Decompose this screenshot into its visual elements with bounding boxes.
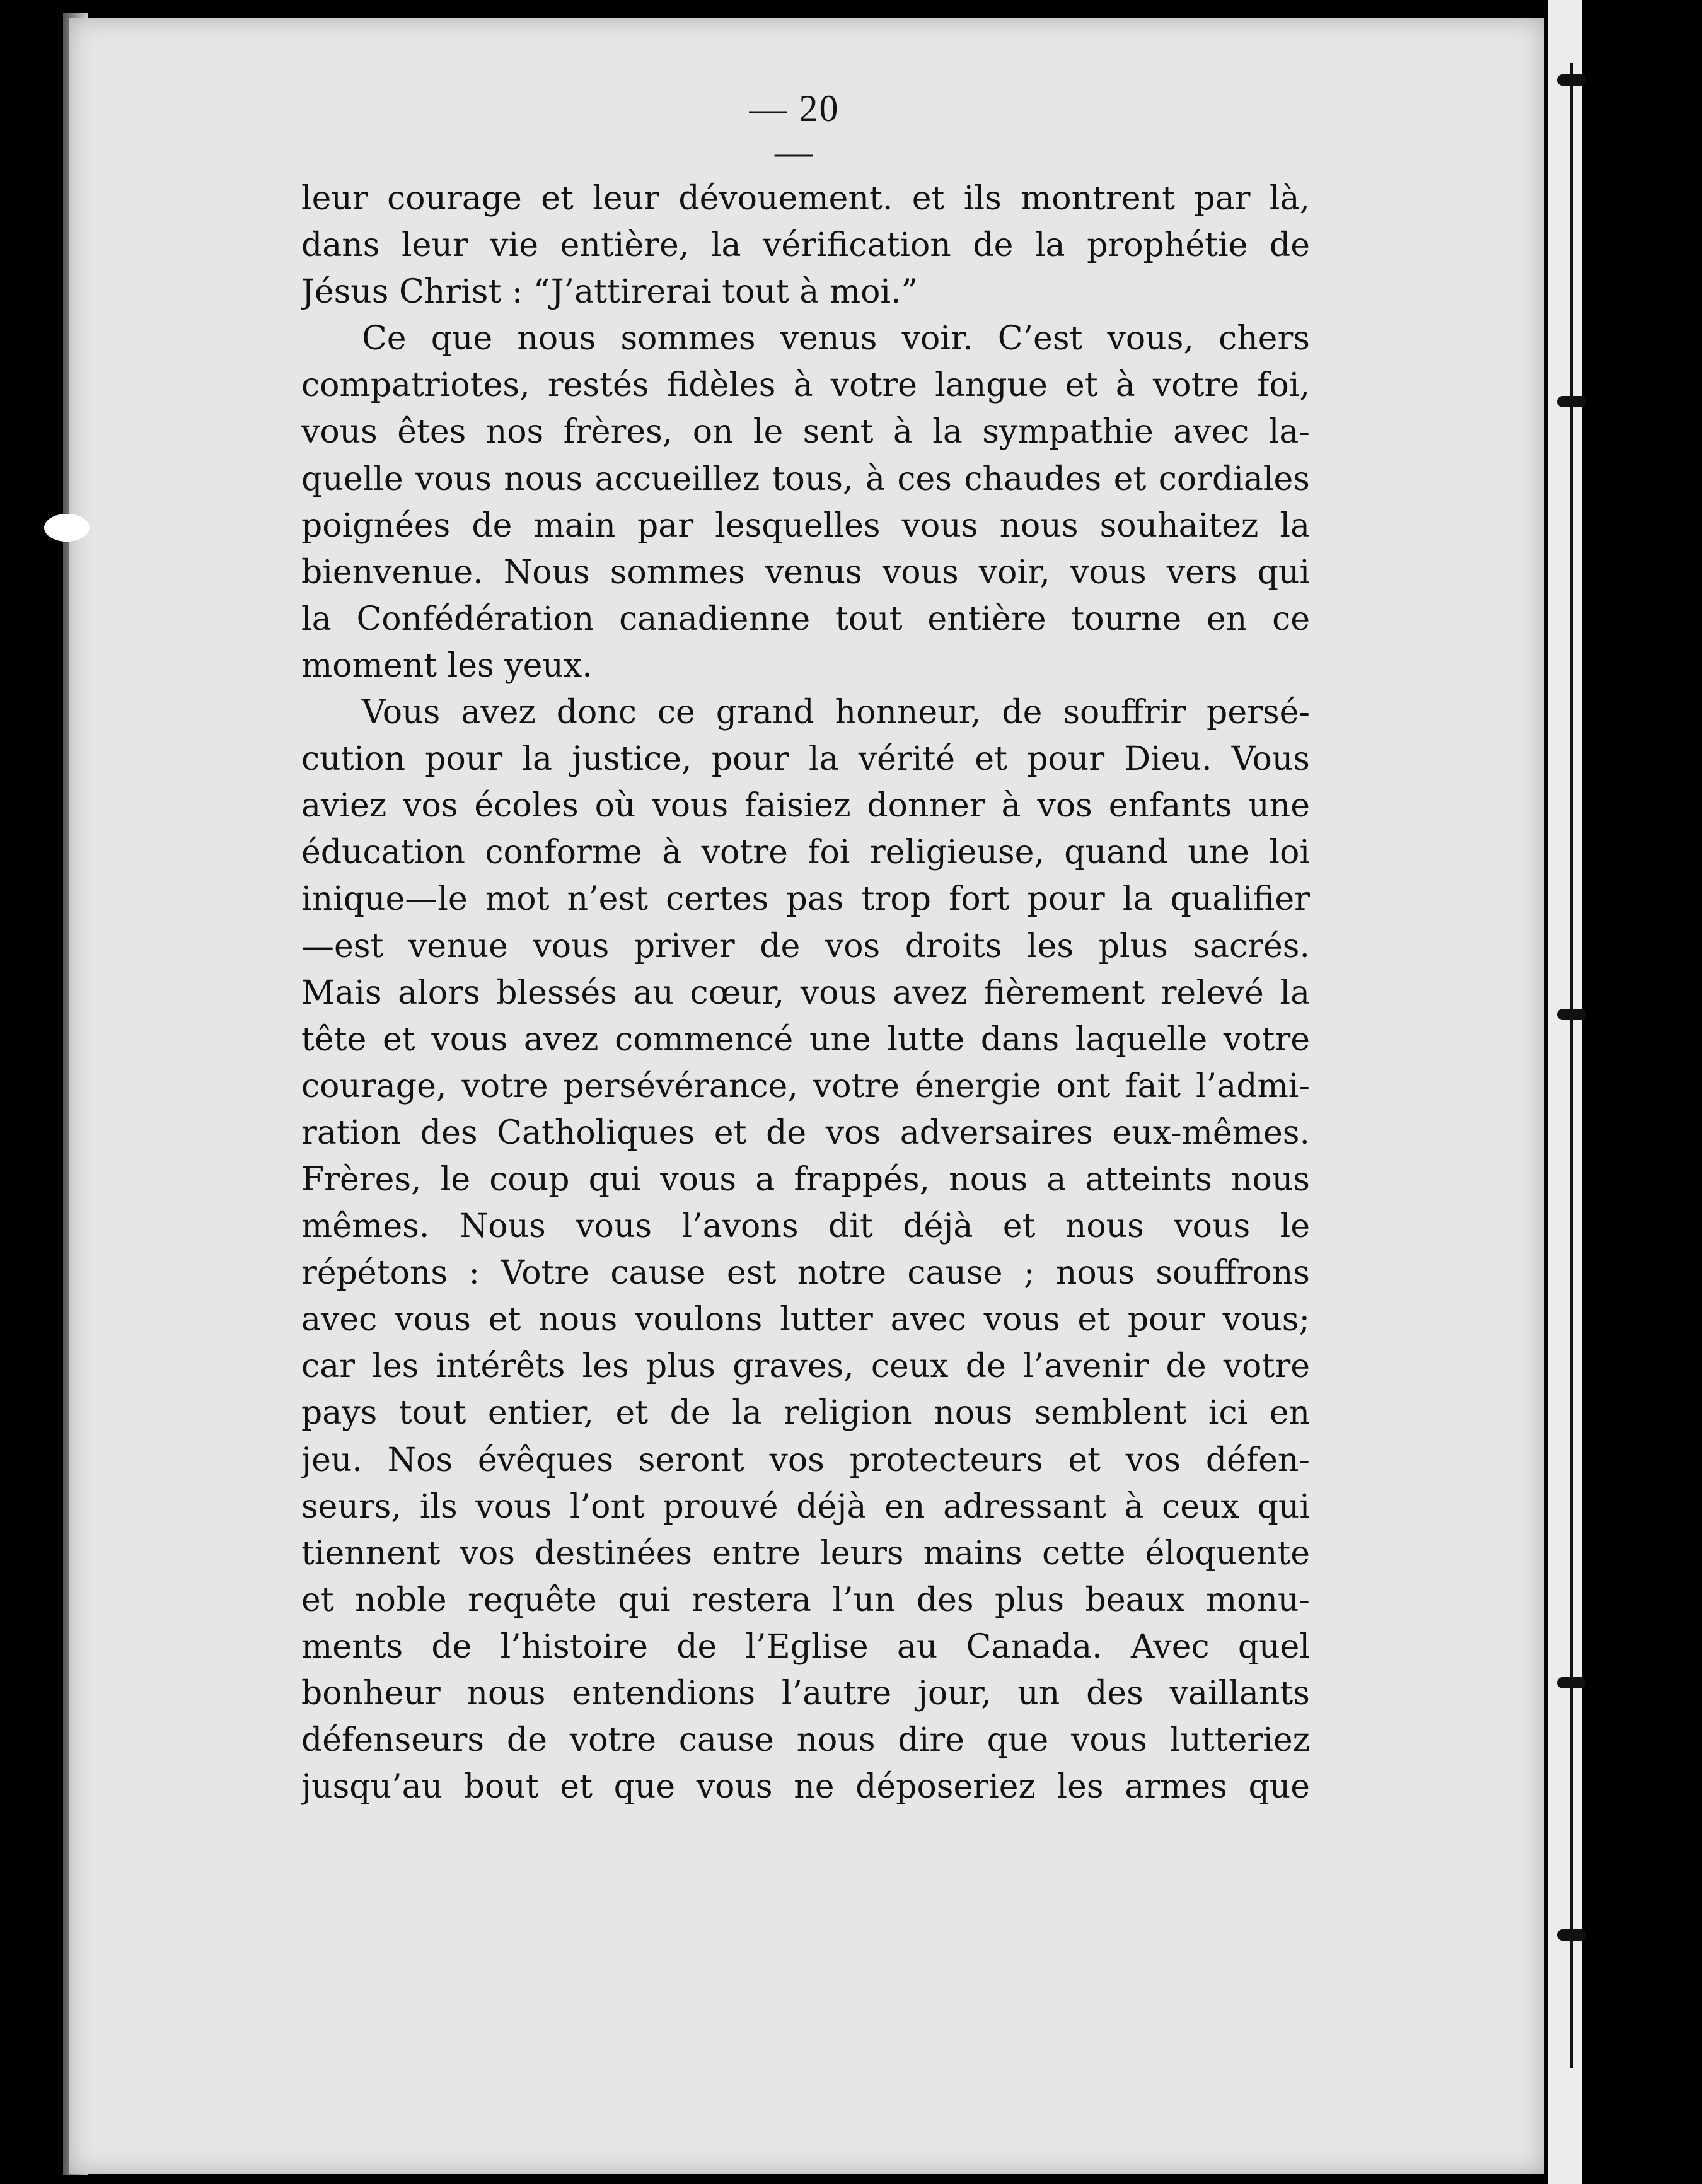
- text-line: vous êtes nos frères, on le sent à la sympathie avec la-: [301, 413, 1310, 451]
- text-line: éducation conforme à votre foi religieuse, quand une loi: [301, 834, 1310, 872]
- text-line: mêmes. Nous vous l’avons dit déjà et nous vous le: [301, 1207, 1310, 1246]
- binding-thread: [1570, 63, 1573, 2068]
- thread-knot: [1557, 1009, 1586, 1020]
- text-line: compatriotes, restés fidèles à votre langue et à votre foi,: [301, 366, 1310, 405]
- text-line: bienvenue. Nous sommes venus vous voir, vous vers qui: [301, 553, 1310, 591]
- text-line: tiennent vos destinées entre leurs mains cette éloquente: [301, 1534, 1310, 1572]
- top-edge-shadow: [164, 0, 1362, 14]
- text-line: leur courage et leur dévouement. et ils montrent par là,: [301, 180, 1310, 218]
- text-line: Ce que nous sommes venus voir. C’est vous, chers: [362, 320, 1310, 358]
- text-line: cution pour la justice, pour la vérité et pour Dieu. Vous: [301, 740, 1310, 779]
- scan-speck: [44, 514, 90, 542]
- text-line: —est venue vous priver de vos droits les plus sacrés.: [301, 927, 1310, 965]
- thread-knot: [1557, 396, 1586, 407]
- text-line: la Confédération canadienne tout entière tourne en ce: [301, 600, 1310, 638]
- text-line: inique—le mot n’est certes pas trop fort pour la qualifier: [301, 880, 1310, 919]
- thread-knot: [1557, 1677, 1586, 1688]
- text-line: seurs, ils vous l’ont prouvé déjà en adressant à ceux qui: [301, 1487, 1310, 1526]
- text-line: ments de l’histoire de l’Eglise au Canada. Avec quel: [301, 1627, 1310, 1666]
- text-line: Vous avez donc ce grand honneur, de souffrir persé-: [362, 694, 1310, 732]
- text-line: bonheur nous entendions l’autre jour, un des vaillants: [301, 1675, 1310, 1712]
- text-line: dans leur vie entière, la vérification de la prophétie de: [301, 226, 1310, 265]
- text-line: Mais alors blessés au cœur, vous avez fièrement relevé la: [301, 973, 1310, 1012]
- text-line: car les intérêts les plus graves, ceux de l’avenir de votre: [301, 1347, 1310, 1386]
- text-line: jusqu’au bout et que vous ne déposeriez les armes que: [301, 1768, 1310, 1806]
- binding-panel: [1548, 0, 1582, 2184]
- text-line: et noble requête qui restera l’un des plus beaux monu-: [301, 1581, 1310, 1619]
- text-line: aviez vos écoles où vous faisiez donner à vos enfants une: [301, 787, 1310, 825]
- text-line: quelle vous nous accueillez tous, à ces chaudes et cordiales: [301, 460, 1310, 498]
- text-line: poignées de main par lesquelles vous nous souhaitez la: [301, 506, 1310, 545]
- text-line: Frères, le coup qui vous a frappés, nous a atteints nous: [301, 1160, 1310, 1199]
- text-line: répétons : Votre cause est notre cause ; nous souffrons: [301, 1254, 1310, 1292]
- text-line: pays tout entier, et de la religion nous semblent ici en: [301, 1394, 1310, 1432]
- body-text: [301, 175, 1310, 1810]
- thread-knot: [1557, 1929, 1586, 1941]
- text-line: avec vous et nous voulons lutter avec vous et pour vous;: [301, 1301, 1310, 1339]
- thread-knot: [1557, 74, 1586, 86]
- text-line: moment les yeux.: [301, 646, 593, 685]
- text-line: défenseurs de votre cause nous dire que vous lutteriez: [301, 1721, 1310, 1760]
- text-line: courage, votre persévérance, votre énergie ont fait l’admi-: [301, 1067, 1310, 1105]
- text-line: tête et vous avez commencé une lutte dans laquelle votre: [301, 1020, 1310, 1059]
- text-line: jeu. Nos évêques seront vos protecteurs et vos défen-: [301, 1441, 1310, 1479]
- text-line: ration des Catholiques et de vos adversaires eux-mêmes.: [301, 1113, 1310, 1152]
- text-line: Jésus Christ : “J’attirerai tout à moi.”: [301, 273, 918, 311]
- page-number: — 20 —: [749, 88, 840, 173]
